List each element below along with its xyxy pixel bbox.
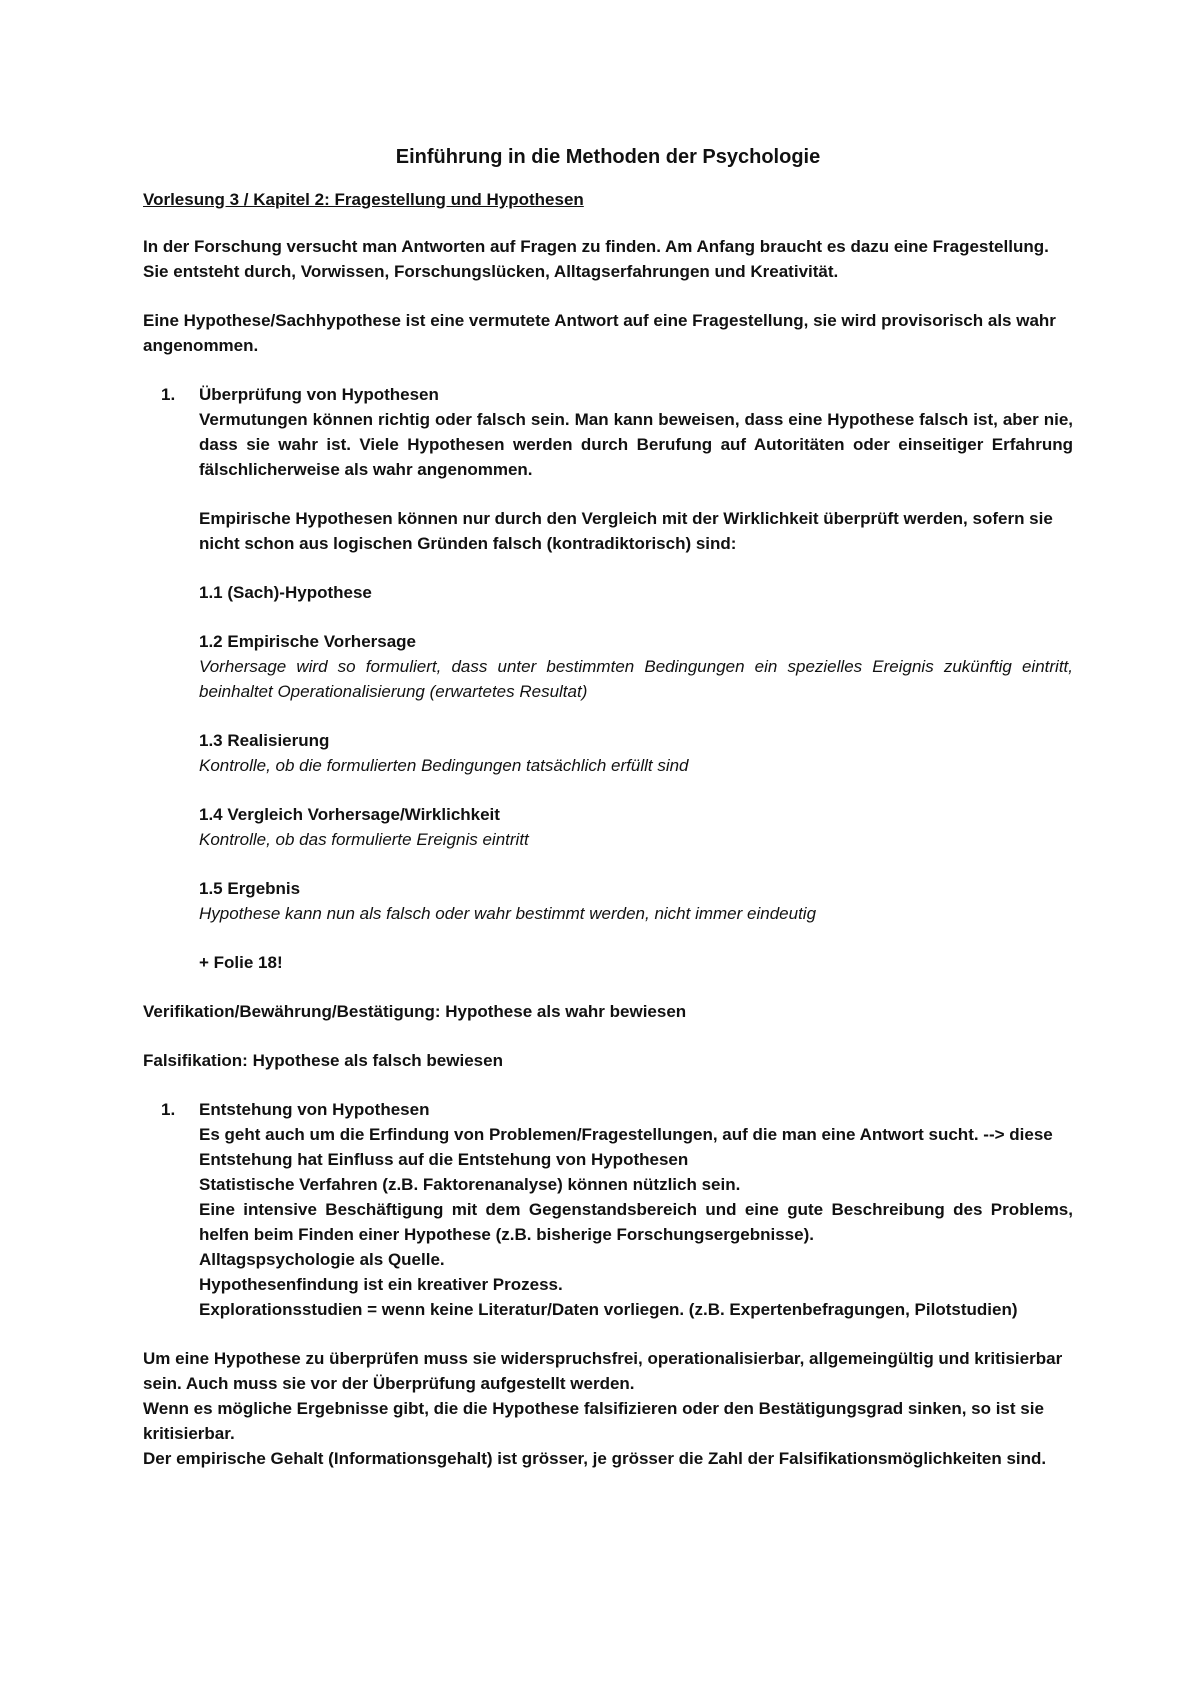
section-line: Hypothesenfindung ist ein kreativer Prozess. — [199, 1275, 563, 1294]
closing-line: Der empirische Gehalt (Informationsgehalt) ist grösser, je grösser die Zahl der Falsifikationsmöglichkeiten sind. — [143, 1449, 1047, 1468]
section-text: Vermutungen können richtig oder falsch sein. Man kann beweisen, dass eine Hypothese falsch ist, aber nie, dass sie wahr ist. Viele Hypothesen werden durch Berufung auf Autoritäten oder einseitiger Erfahrung fälschlicherweise als wahr angenommen. — [199, 410, 1073, 479]
step-heading: 1.2 Empirische Vorhersage — [199, 632, 417, 651]
section-line: Statistische Verfahren (z.B. Faktorenanalyse) können nützlich sein. — [199, 1175, 741, 1194]
step-1-3 — [199, 728, 1073, 778]
section-line: Explorationsstudien = wenn keine Literatur/Daten vorliegen. (z.B. Expertenbefragungen, Pilotstudien) — [199, 1300, 1018, 1319]
step-heading: 1.4 Vergleich Vorhersage/Wirklichkeit — [199, 805, 500, 824]
step-1-5 — [199, 876, 1073, 926]
closing-line: Um eine Hypothese zu überprüfen muss sie widerspruchsfrei, operationalisierbar, allgemeingültig und kritisierbar sein. Auch muss sie vor der Überprüfung aufgestellt werden. — [143, 1349, 1063, 1393]
empirical-paragraph: Empirische Hypothesen können nur durch den Vergleich mit der Wirklichkeit überprüft werden, sofern sie nicht schon aus logischen Gründen falsch (kontradiktorisch) sind: — [199, 509, 1053, 553]
step-description: Vorhersage wird so formuliert, dass unter bestimmten Bedingungen ein spezielles Ereignis zukünftig eintritt, beinhaltet Operationalisierung (erwartetes Resultat) — [199, 657, 1073, 701]
section-heading: Entstehung von Hypothesen — [199, 1100, 430, 1119]
document-content — [143, 143, 1073, 1471]
verifikation-definition: Verifikation/Bewährung/Bestätigung: Hypothese als wahr bewiesen — [143, 1002, 687, 1021]
page-title: Einführung in die Methoden der Psychologie — [395, 146, 821, 168]
step-1-1 — [199, 580, 1073, 605]
step-description: Hypothese kann nun als falsch oder wahr bestimmt werden, nicht immer eindeutig — [199, 904, 817, 923]
step-description: Kontrolle, ob das formulierte Ereignis eintritt — [199, 830, 529, 849]
closing-line: Wenn es mögliche Ergebnisse gibt, die die Hypothese falsifizieren oder den Bestätigungsgrad sinken, so ist sie kritisierbar. — [143, 1399, 1044, 1443]
section-heading: Überprüfung von Hypothesen — [199, 385, 439, 404]
section-number: 1. — [161, 1100, 176, 1119]
section-line: Alltagspsychologie als Quelle. — [199, 1250, 445, 1269]
step-heading: 1.5 Ergebnis — [199, 879, 301, 898]
section-line: Eine intensive Beschäftigung mit dem Gegenstandsbereich und eine gute Beschreibung des Problems, helfen beim Finden einer Hypothese (z.B. bisherige Forschungsergebnisse). — [199, 1200, 1073, 1244]
lecture-heading: Vorlesung 3 / Kapitel 2: Fragestellung und Hypothesen — [143, 190, 584, 209]
falsifikation-definition: Falsifikation: Hypothese als falsch bewiesen — [143, 1051, 503, 1070]
section-entstehung — [143, 1097, 1073, 1322]
section-number: 1. — [161, 385, 176, 404]
step-heading: 1.1 (Sach)-Hypothese — [199, 583, 372, 602]
step-heading: 1.3 Realisierung — [199, 731, 330, 750]
folie-reference: + Folie 18! — [199, 953, 283, 972]
intro-paragraph-1: In der Forschung versucht man Antworten auf Fragen zu finden. Am Anfang braucht es dazu eine Fragestellung. Sie entsteht durch, Vorwissen, Forschungslücken, Alltagserfahrungen und Kreativität. — [143, 237, 1049, 281]
intro-paragraph-2: Eine Hypothese/Sachhypothese ist eine vermutete Antwort auf eine Fragestellung, sie wird provisorisch als wahr angenommen. — [143, 311, 1056, 355]
step-1-4 — [199, 802, 1073, 852]
closing-paragraphs — [143, 1346, 1073, 1471]
section-line: Es geht auch um die Erfindung von Problemen/Fragestellungen, auf die man eine Antwort sucht. --> diese Entstehung hat Einfluss auf die Entstehung von Hypothesen — [199, 1125, 1053, 1169]
step-1-2 — [199, 629, 1073, 704]
step-description: Kontrolle, ob die formulierten Bedingungen tatsächlich erfüllt sind — [199, 756, 689, 775]
section-ueberpruefung — [143, 382, 1073, 975]
